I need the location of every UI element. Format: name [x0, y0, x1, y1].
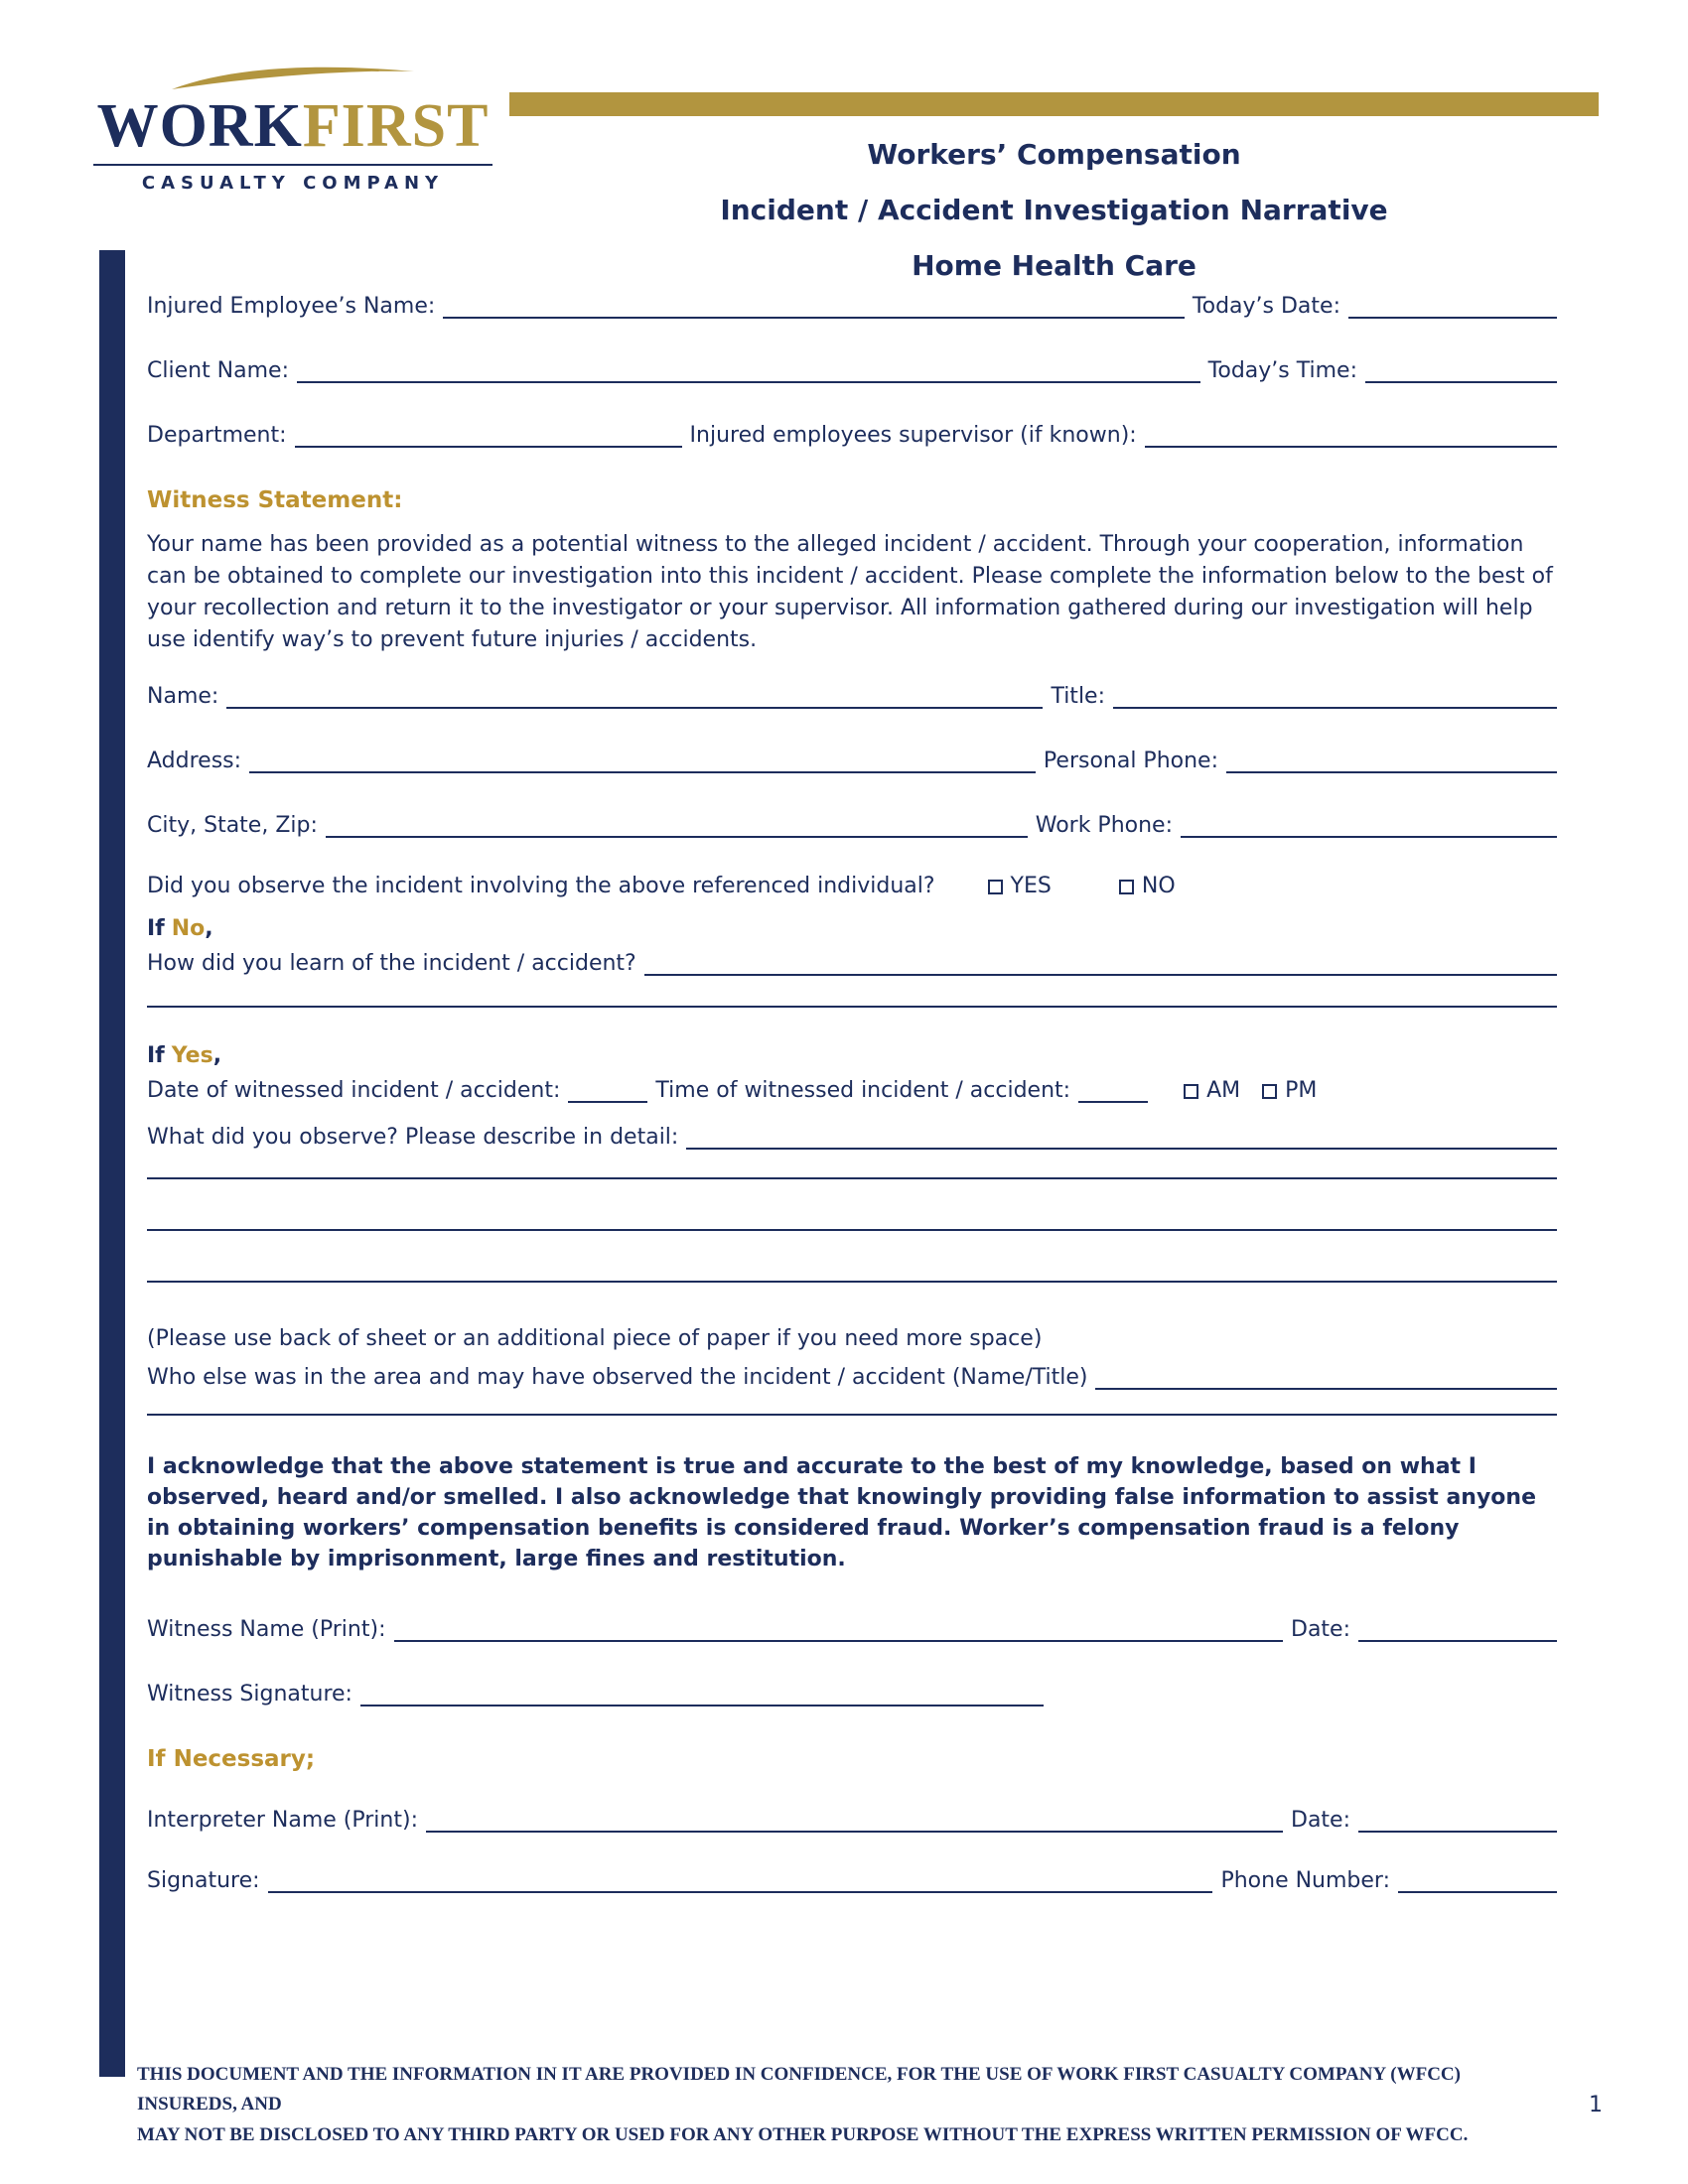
time-witnessed-field[interactable] [1078, 1095, 1148, 1103]
doc-title-line1: Workers’ Compensation [867, 138, 1241, 171]
time-witnessed-label: Time of witnessed incident / accident: [655, 1077, 1071, 1103]
who-else-extra-line[interactable] [147, 1414, 1557, 1416]
describe-line-3[interactable] [147, 1281, 1557, 1283]
department-label: Department: [147, 423, 287, 448]
client-name-label: Client Name: [147, 358, 289, 383]
comma: , [205, 915, 213, 941]
row-witness-signature [147, 1682, 1557, 1706]
address-label: Address: [147, 748, 242, 773]
who-else-label: Who else was in the area and may have observed the incident / accident (Name/Title) [147, 1364, 1088, 1390]
witness-statement-heading: Witness Statement: [147, 487, 403, 513]
no-word: No [171, 915, 206, 941]
no-checkbox[interactable] [1119, 880, 1134, 894]
name-field[interactable] [226, 701, 1043, 709]
work-phone-field[interactable] [1181, 830, 1557, 838]
personal-phone-label: Personal Phone: [1043, 748, 1218, 773]
row-witness-name-print [147, 1617, 1557, 1642]
row-injured-employee [147, 294, 1557, 319]
work-phone-label: Work Phone: [1035, 812, 1173, 838]
describe-line-1[interactable] [147, 1177, 1557, 1179]
supervisor-field[interactable] [1145, 440, 1557, 448]
todays-date-label: Today’s Date: [1192, 294, 1340, 319]
row-department [147, 423, 1557, 448]
company-tagline: CASUALTY COMPANY [141, 173, 445, 194]
row-interpreter-name [147, 1808, 1557, 1833]
footer [137, 2060, 1603, 2150]
observe-question-label: Did you observe the incident involving the above referenced individual? [147, 873, 935, 898]
title-label: Title: [1051, 683, 1105, 709]
witness-name-print-field[interactable] [394, 1634, 1284, 1642]
interpreter-date-field[interactable] [1358, 1825, 1557, 1833]
interpreter-name-label: Interpreter Name (Print): [147, 1807, 418, 1833]
if-word: If [147, 915, 165, 941]
yes-word: Yes [171, 1042, 213, 1068]
comma-2: , [212, 1042, 222, 1068]
wordmark-work: WORK [96, 92, 303, 160]
gold-bar [509, 92, 1599, 116]
signature-field[interactable] [268, 1885, 1213, 1893]
interpreter-name-field[interactable] [426, 1825, 1283, 1833]
how-learned-field[interactable] [644, 968, 1557, 976]
yes-option-label: YES [1010, 873, 1052, 898]
who-else-field[interactable] [1095, 1382, 1557, 1390]
injured-employee-name-field[interactable] [443, 311, 1185, 319]
todays-time-field[interactable] [1365, 375, 1557, 383]
date-witnessed-label: Date of witnessed incident / accident: [147, 1077, 561, 1103]
phone-number-field[interactable] [1398, 1885, 1557, 1893]
row-who-else [147, 1365, 1557, 1390]
am-checkbox[interactable] [1184, 1084, 1198, 1099]
witness-signature-field[interactable] [360, 1699, 1044, 1706]
describe-label: What did you observe? Please describe in detail: [147, 1124, 679, 1150]
witness-intro-paragraph: Your name has been provided as a potential witness to the alleged incident / accident. Through your cooperation, information can be obtained to complete our investigation into this incident / accident. Please complete the information below to the best of your recollection and return it to the investigator or your supervisor. All information gathered during our investigation will help use identify way’s to prevent future injuries / accidents. [147, 532, 1553, 652]
supervisor-label: Injured employees supervisor (if known): [689, 423, 1137, 448]
more-space-note: (Please use back of sheet or an additional piece of paper if you need more space) [147, 1325, 1043, 1351]
if-yes-line [147, 1043, 1557, 1068]
acknowledgement-paragraph: I acknowledge that the above statement is true and accurate to the best of my knowledge, based on what I observed, heard and/or smelled. I also acknowledge that knowingly providing false information to assist anyone in obtaining workers’ compensation benefits is considered fraud. Worker’s compensation fraud is a felony punishable by imprisonment, large fines and restitution. [147, 1453, 1537, 1572]
row-city-state-zip [147, 813, 1557, 838]
client-name-field[interactable] [297, 375, 1200, 383]
department-field[interactable] [295, 440, 682, 448]
wordmark-first: FIRST [302, 92, 490, 160]
if-no-line [147, 916, 1557, 941]
if-necessary-heading: If Necessary; [147, 1745, 316, 1772]
title-block [509, 92, 1599, 305]
doc-title-line2: Incident / Accident Investigation Narrative [720, 194, 1388, 226]
company-wordmark [79, 92, 506, 160]
logo-rule [93, 164, 492, 166]
no-option-label: NO [1141, 873, 1176, 898]
form-content [147, 294, 1557, 1927]
row-signature [147, 1868, 1557, 1893]
title-field[interactable] [1113, 701, 1557, 709]
describe-line-2[interactable] [147, 1229, 1557, 1231]
row-observe-question [147, 874, 1557, 898]
header [0, 0, 1688, 298]
row-describe [147, 1125, 1557, 1150]
city-state-zip-field[interactable] [326, 830, 1028, 838]
row-how-learned [147, 951, 1557, 976]
am-option-label: AM [1206, 1077, 1241, 1103]
witness-date-field[interactable] [1358, 1634, 1557, 1642]
how-learned-label: How did you learn of the incident / accident? [147, 950, 636, 976]
doc-title-line3: Home Health Care [912, 249, 1196, 282]
describe-field[interactable] [686, 1142, 1557, 1150]
signature-label: Signature: [147, 1867, 260, 1893]
todays-date-field[interactable] [1348, 311, 1557, 319]
company-logo [79, 62, 506, 194]
pm-checkbox[interactable] [1262, 1084, 1277, 1099]
pm-option-label: PM [1285, 1077, 1318, 1103]
footer-disclaimer-line1: THIS DOCUMENT AND THE INFORMATION IN IT ARE PROVIDED IN CONFIDENCE, FOR THE USE OF WORK FIRST CASUALTY COMPANY (WFCC) INSUREDS, AND [137, 2063, 1461, 2116]
row-address [147, 749, 1557, 773]
name-label: Name: [147, 683, 219, 709]
city-state-zip-label: City, State, Zip: [147, 812, 318, 838]
witness-date-label: Date: [1291, 1616, 1350, 1642]
phone-number-label: Phone Number: [1220, 1867, 1390, 1893]
row-client-name [147, 358, 1557, 383]
left-accent-bar [99, 250, 125, 2077]
footer-disclaimer [137, 2060, 1561, 2150]
if-word-2: If [147, 1042, 165, 1068]
witness-name-print-label: Witness Name (Print): [147, 1616, 386, 1642]
page-number: 1 [1589, 2092, 1603, 2117]
witness-signature-label: Witness Signature: [147, 1681, 352, 1706]
yes-checkbox[interactable] [988, 880, 1003, 894]
date-witnessed-field[interactable] [568, 1095, 647, 1103]
address-field[interactable] [249, 765, 1036, 773]
personal-phone-field[interactable] [1226, 765, 1557, 773]
row-witness-name [147, 684, 1557, 709]
todays-time-label: Today’s Time: [1207, 358, 1357, 383]
injured-employee-name-label: Injured Employee’s Name: [147, 294, 436, 319]
row-witnessed-date-time [147, 1078, 1557, 1103]
footer-disclaimer-line2: MAY NOT BE DISCLOSED TO ANY THIRD PARTY OR USED FOR ANY OTHER PURPOSE WITHOUT THE EXPRESS WRITTEN PERMISSION OF WFCC. [137, 2123, 1469, 2145]
how-learned-extra-line[interactable] [147, 1006, 1557, 1008]
interpreter-date-label: Date: [1291, 1807, 1350, 1833]
